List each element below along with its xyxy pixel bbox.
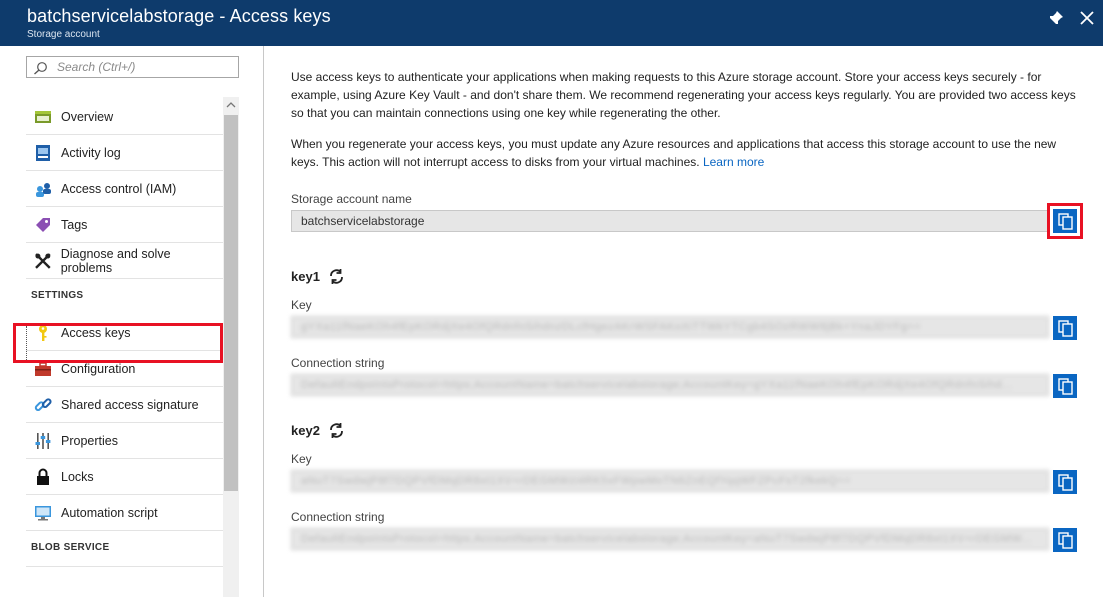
link-icon: [34, 396, 52, 414]
toolbox-icon: [34, 360, 52, 378]
close-icon[interactable]: [1077, 8, 1097, 28]
menu-item-label: Access control (IAM): [61, 181, 177, 196]
regenerate-key1-icon[interactable]: [328, 268, 345, 285]
search-icon: [33, 61, 49, 75]
settings-section: [26, 279, 223, 315]
copy-icon: [1058, 320, 1074, 337]
key2-conn-label: Connection string: [291, 510, 385, 524]
menu-item-diagnose[interactable]: [26, 243, 223, 279]
menu-item-access-keys[interactable]: [26, 315, 223, 351]
menu-list: [26, 99, 223, 567]
key1-key-field[interactable]: gYXa11fNaeKOh4fEpKORdjXe4OfQRdnfnSihdnzDLcfHgezAKrWSFAKoXiTTWkYTCgb4SOzRWW8jBk+YnaJDYFg==: [291, 316, 1049, 338]
menu-item-overview[interactable]: [26, 99, 223, 135]
menu-item-label: Overview: [61, 109, 114, 124]
menu-item-locks[interactable]: [26, 459, 223, 495]
key2-title: key2: [291, 423, 320, 438]
copy-key2-button[interactable]: [1053, 470, 1077, 494]
scrollbar-thumb[interactable]: [224, 115, 238, 491]
copy-icon: [1058, 474, 1074, 491]
copy-icon: [1058, 378, 1074, 395]
copy-key1-button[interactable]: [1053, 316, 1077, 340]
iam-icon: [34, 180, 52, 198]
key1-header: [291, 268, 345, 285]
regen-note: [291, 135, 1081, 171]
pin-icon[interactable]: [1046, 8, 1066, 28]
tag-icon: [34, 216, 52, 234]
menu-item-label: Properties: [61, 433, 118, 448]
menu-item-label: Activity log: [61, 145, 121, 160]
scroll-up-icon[interactable]: [223, 97, 239, 113]
overview-icon: [34, 108, 52, 126]
regen-note-text: When you regenerate your access keys, you must update any Azure resources and applications that access this storage account to use the new keys. This action will not interrupt access to disks from your virtual machines.: [291, 137, 1057, 169]
key1-title: key1: [291, 269, 320, 284]
menu-item-tags[interactable]: [26, 207, 223, 243]
menu-item-label: Automation script: [61, 505, 158, 520]
wrench-icon: [34, 252, 52, 270]
access-keys-content: [265, 46, 1103, 597]
blade-header: [0, 0, 1103, 46]
key2-conn-field[interactable]: DefaultEndpointsProtocol=https;AccountName=batchservicelabstorage;AccountKey=aNuT7SwdwjP8f7DQPVfDMqDR8xt1XV+rDEGMW...: [291, 528, 1049, 550]
resource-menu: [0, 46, 264, 597]
menu-item-label: Diagnose and solve problems: [60, 246, 171, 275]
page-title: batchservicelabstorage - Access keys: [27, 6, 331, 26]
monitor-icon: [34, 504, 52, 522]
menu-item-properties[interactable]: [26, 423, 223, 459]
menu-item-configuration[interactable]: [26, 351, 223, 387]
key2-key-field[interactable]: aNuT7SwdwjP8f7DQPVfDMqDR8xt1XV+rDEGMWzi4RK5xFWpwMoTN6ZnEQfYqqWFZPcFsT2fkekQ==: [291, 470, 1049, 492]
menu-item-automation-script[interactable]: [26, 495, 223, 531]
key1-conn-label: Connection string: [291, 356, 385, 370]
copy-account-name-button[interactable]: [1053, 209, 1077, 233]
copy-key1-conn-button[interactable]: [1053, 374, 1077, 398]
search-input[interactable]: [57, 58, 235, 76]
regenerate-key2-icon[interactable]: [328, 422, 345, 439]
menu-item-label: Shared access signature: [61, 397, 199, 412]
key2-header: [291, 422, 345, 439]
menu-item-label: Access keys: [61, 325, 131, 340]
blob-service-section-label: BLOB SERVICE: [31, 542, 110, 553]
key1-key-label: Key: [291, 298, 312, 312]
key2-key-label: Key: [291, 452, 312, 466]
blob-service-section: [26, 531, 223, 567]
settings-section-label: SETTINGS: [31, 290, 84, 301]
menu-item-access-control[interactable]: [26, 171, 223, 207]
menu-item-label: Configuration: [61, 361, 136, 376]
lock-icon: [34, 468, 52, 486]
menu-item-label: Locks: [61, 469, 94, 484]
page-subtitle: Storage account: [27, 29, 100, 40]
menu-scrollbar[interactable]: [223, 97, 239, 597]
learn-more-link[interactable]: Learn more: [702, 155, 765, 169]
account-name-label: Storage account name: [291, 192, 412, 206]
menu-item-label: Tags: [61, 217, 88, 232]
selected-indicator: [26, 326, 27, 360]
menu-search[interactable]: [26, 56, 239, 78]
menu-item-shared-access-signature[interactable]: [26, 387, 223, 423]
key-icon: [34, 324, 52, 342]
key1-conn-field[interactable]: DefaultEndpointsProtocol=https;AccountName=batchservicelabstorage;AccountKey=gYXa11fNaeKOh4fEpKORdjXe4OfQRdnfnSihd...: [291, 374, 1049, 396]
intro-text: Use access keys to authenticate your applications when making requests to this Azure storage account. Store your access keys securely - for example, using Azure Key Vault - and don't share them. We recommend regenerating your access keys regularly. You are provided two access keys so that you can maintain connections using one key while regenerating the other.: [291, 70, 1076, 120]
menu-item-activity-log[interactable]: [26, 135, 223, 171]
copy-key2-conn-button[interactable]: [1053, 528, 1077, 552]
activity-log-icon: [34, 144, 52, 162]
account-name-field[interactable]: batchservicelabstorage: [291, 210, 1049, 232]
sliders-icon: [34, 432, 52, 450]
copy-icon: [1058, 213, 1074, 230]
copy-icon: [1058, 532, 1074, 549]
